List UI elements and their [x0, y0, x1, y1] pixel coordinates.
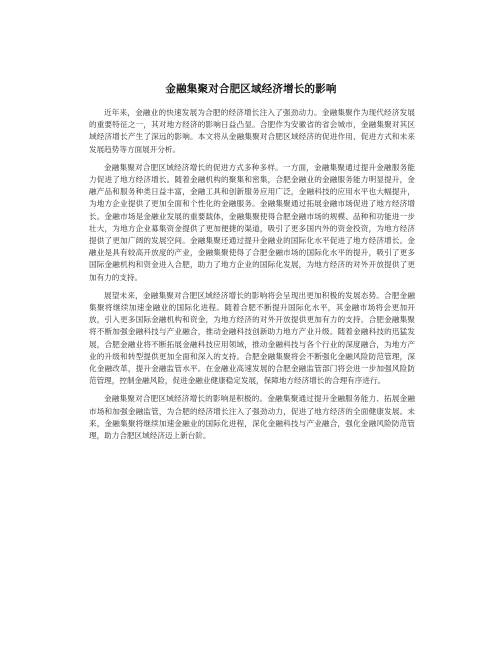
document-title: 金融集聚对合肥区域经济增长的影响: [165, 83, 337, 95]
intro-paragraph: 近年来，金融业的快速发展为合肥的经济增长注入了强劲动力。金融集聚作为现代经济发展的重要特征之一，其对地方经济的影响日益凸显。合肥作为安徽省的省会城市，金融集聚对其区域经济增长产生了深远的影响。本文将从金融集聚对合肥区域经济的促进作用、促进方式和未来发展趋势等方面展开分析。: [89, 108, 415, 154]
promotion-paragraph: 金融集聚对合肥区域经济增长的促进方式多种多样。一方面，金融集聚通过提升金融服务能力促进了地方经济增长。随着金融机构的聚集和密集，合肥金融业的金融服务能力明显提升，金融产品和服务种类日益丰富，金融工具和创新服务应用广泛，金融科技的应用水平也大幅提升，为地方企业提供了更加全面和个性化的金融服务。金融集聚通过拓展金融市场促进了地方经济增长。金融市场是金融业发展的重要载体，金融集聚使得合肥金融市场的规模、品种和功能进一步壮大，为地方企业募集资金提供了更加便捷的渠道，吸引了更多国内外的资金投资，为地方经济提供了更加广阔的发展空间。金融集聚还通过提升金融业的国际化水平促进了地方经济增长。金融业是具有较高开放度的产业，金融集聚使得了合肥金融市场的国际化水平的提升，吸引了更多国际金融机构和资金进入合肥，助力了地方企业的国际化发展，为地方经济的对外开放提供了更加有力的支持。: [89, 162, 415, 282]
outlook-paragraph: 展望未来，金融集聚对合肥区域经济增长的影响将会呈现出更加积极的发展态势。合肥金融集聚将继续加速金融业的国际化进程。随着合肥不断提升国际化水平，其金融市场将会更加开放，引入更多国际金融机构和资金，为地方经济的对外开放提供更加有力的支持。合肥金融集聚将不断加强金融科技与产业融合，推动金融科技创新助力地方产业升级。随着金融科技的迅猛发展，合肥金融业将不断拓展金融科技应用领域，推动金融科技与各个行业的深度融合，为地方产业的升级和转型提供更加全面和深入的支持。合肥金融集聚将会不断强化金融风险防范管理，深化金融改革，提升金融监管水平。在金融业高速发展的合肥金融监管部门将会进一步加强风险防范管理，控制金融风险，促进金融业健康稳定发展，保障地方经济增长的合理有序进行。: [89, 290, 415, 386]
conclusion-paragraph: 金融集聚对合肥区域经济增长的影响是积极的。金融集聚通过提升金融服务能力、拓展金融市场和加强金融监管，为合肥的经济增长注入了强劲动力，促进了地方经济的全面健康发展。未来，金融集聚将继续加速金融业的国际化进程，深化金融科技与产业融合，强化金融风险防范管理，助力合肥区域经济迈上新台阶。: [89, 394, 415, 441]
document-body: [89, 107, 415, 442]
